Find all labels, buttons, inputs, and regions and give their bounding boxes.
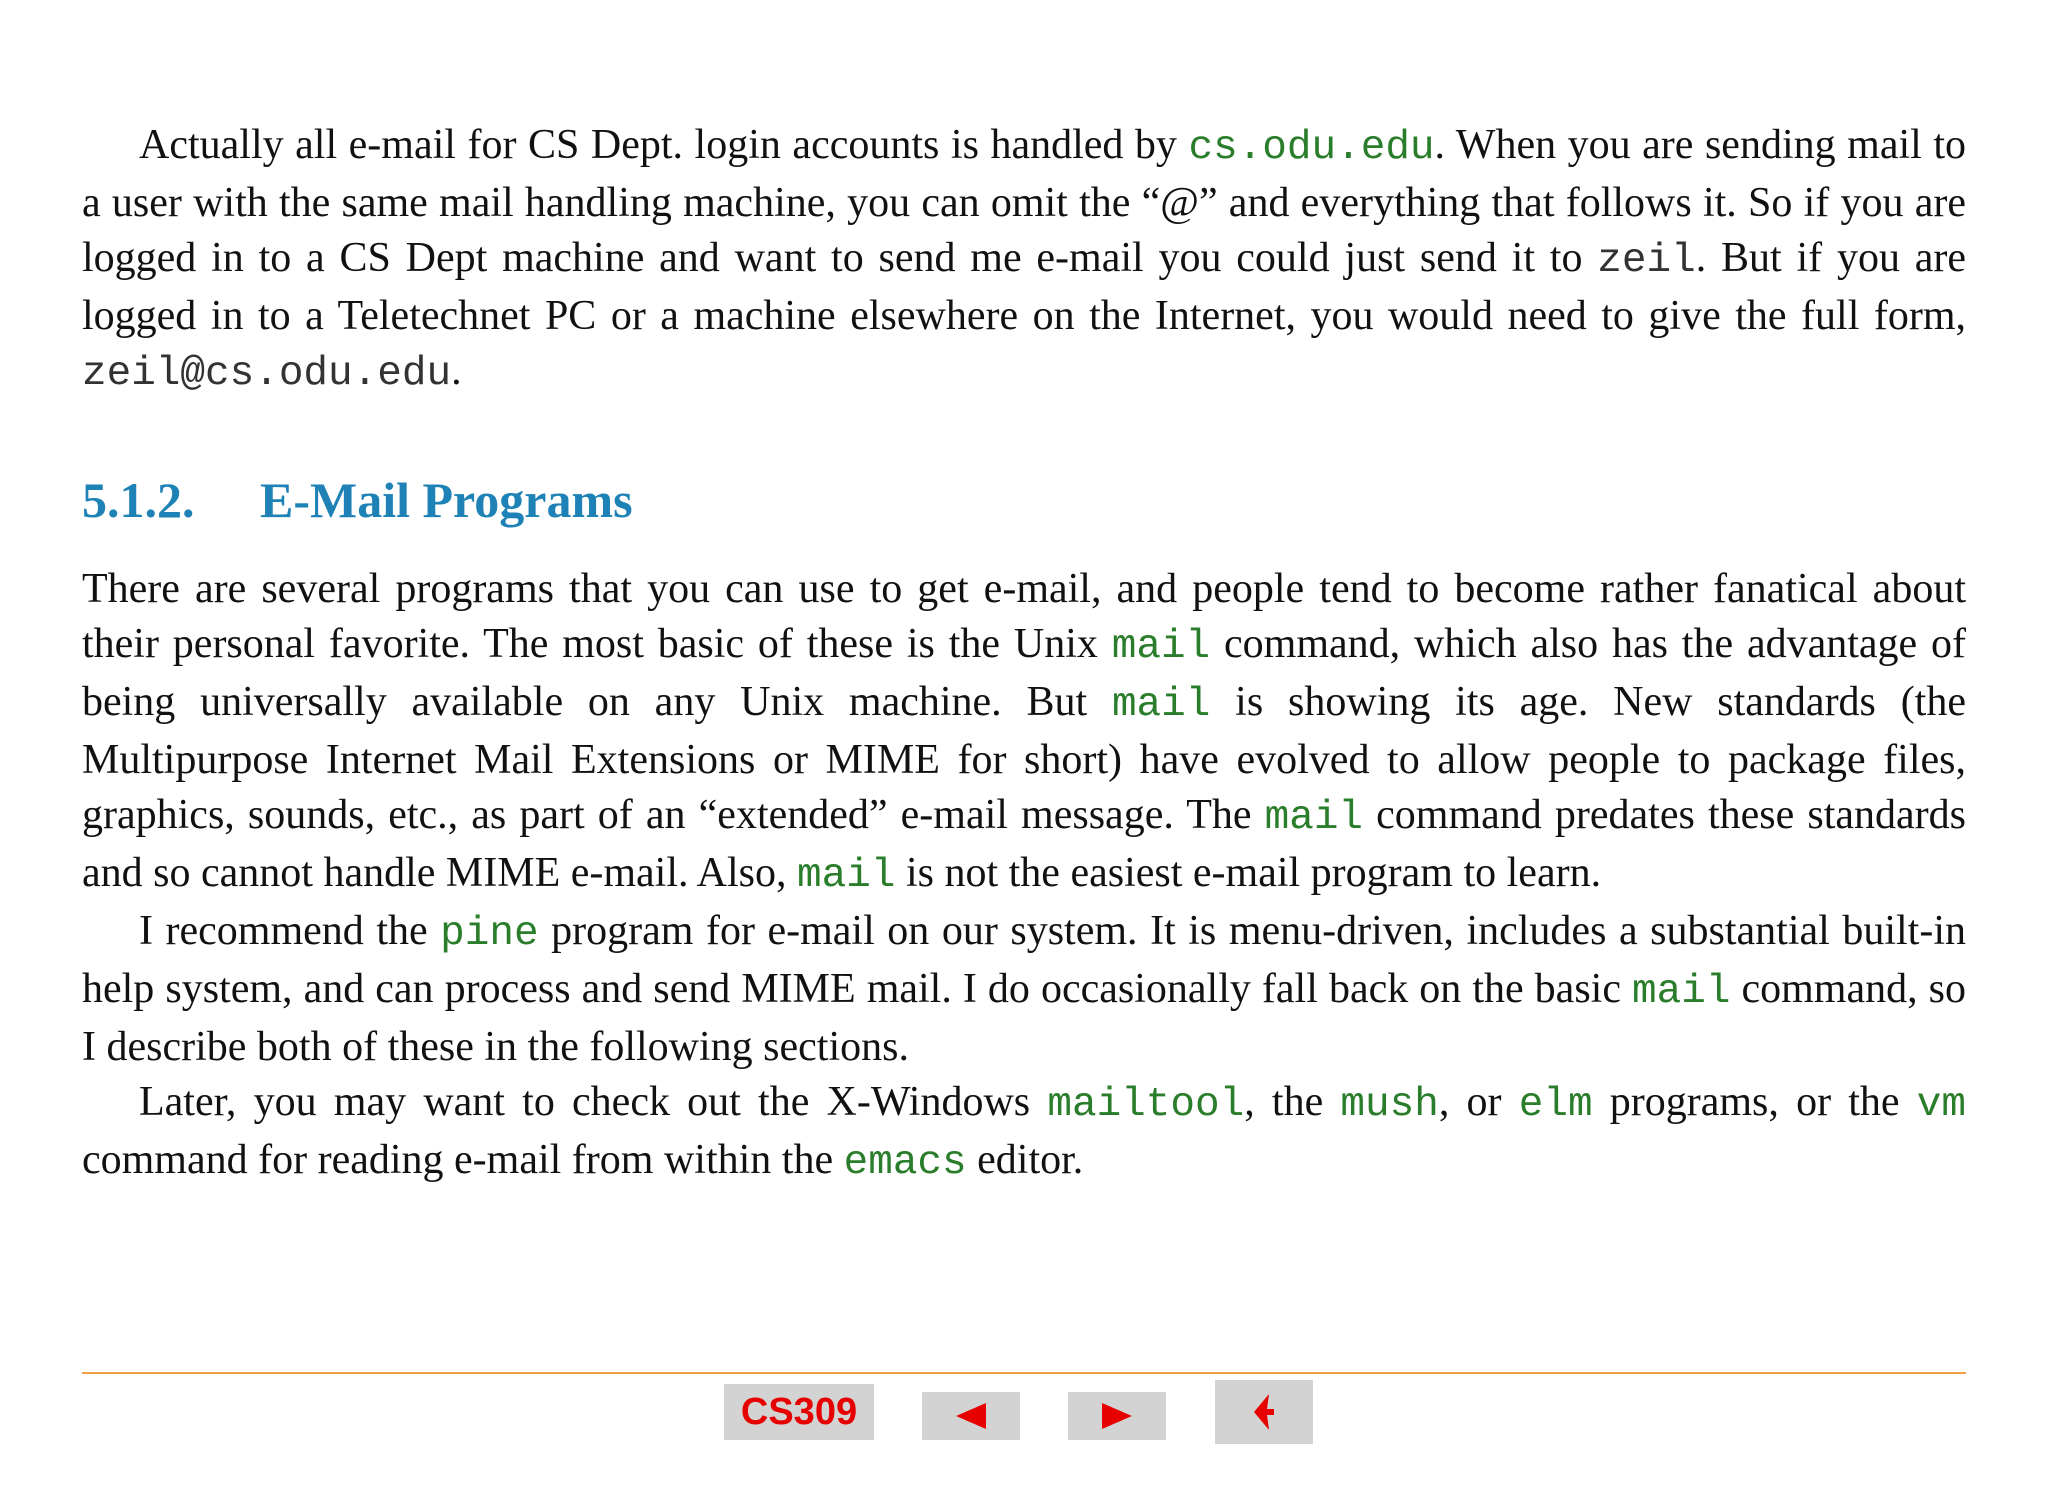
text-run: command predates these standards and so cannot handle MIME e-mail. Also, [82, 792, 1966, 896]
text-run: . But if you are logged in to a Teletechnet PC or a machine elsewhere on the Internet, you would need to give the full form, [82, 235, 1967, 339]
code-mail: mail [797, 853, 896, 899]
footer-divider [82, 1372, 1966, 1374]
text-run: is showing its age. New standards (the Multipurpose Internet Mail Extensions or MIME for short) have evolved to allow people to package files, graphics, sounds, etc., as part of an “extended” e-mail message. The [82, 679, 1966, 838]
text-run: editor. [966, 1137, 1084, 1183]
code-hostname: cs.odu.edu [1188, 125, 1435, 171]
text-run: Actually all e-mail for CS Dept. login accounts is handled by [139, 122, 1189, 168]
code-mail: mail [1111, 624, 1211, 670]
code-username: zeil [1597, 238, 1696, 284]
paragraph-programs-intro [82, 562, 1966, 904]
code-mail: mail [1264, 795, 1364, 841]
text-run: is not the easiest e-mail program to learn. [895, 850, 1602, 896]
next-page-button[interactable] [1068, 1392, 1166, 1440]
text-run: , or [1438, 1079, 1519, 1125]
return-button[interactable] [1215, 1380, 1313, 1444]
section-heading [82, 470, 633, 530]
text-run: command, which also has the advantage of being universally available on any Unix machine. But [82, 621, 1967, 725]
text-run: . When you are sending mail to a user with the same mail handling machine, you can omit the “@” and everything that follows it. So if you are logged in to a CS Dept machine and want to send me e-mail you could just send it to [82, 122, 1966, 281]
text-run: , the [1244, 1079, 1341, 1125]
code-emacs: emacs [843, 1140, 967, 1186]
code-pine: pine [440, 911, 539, 957]
course-home-button[interactable]: CS309 [724, 1384, 874, 1440]
code-full-address: zeil@cs.odu.edu [82, 351, 452, 397]
text-run: Later, you may want to check out the X-Windows [139, 1079, 1048, 1125]
text-run: program for e-mail on our system. It is menu-driven, includes a substantial built-in help system, and can process and send MIME mail. I do occasionally fall back on the basic [82, 908, 1966, 1012]
text-run: I recommend the [139, 908, 441, 954]
text-run: programs, or the [1592, 1079, 1917, 1125]
paragraph-email-addresses [82, 118, 1966, 402]
triangle-right-icon [1100, 1401, 1134, 1431]
text-run: There are several programs that you can use to get e-mail, and people tend to become rather fanatical about their personal favorite. The most basic of these is the Unix [82, 566, 1966, 667]
code-vm: vm [1916, 1082, 1966, 1128]
page-content [82, 118, 1967, 1186]
section-body [82, 562, 1966, 1191]
return-arrow-icon [1251, 1392, 1277, 1432]
section-number: 5.1.2. [82, 472, 195, 528]
code-mush: mush [1340, 1082, 1439, 1128]
text-run: . [451, 348, 462, 394]
code-mailtool: mailtool [1047, 1082, 1245, 1128]
code-elm: elm [1518, 1082, 1593, 1128]
previous-page-button[interactable] [922, 1392, 1020, 1440]
code-mail: mail [1111, 682, 1211, 728]
triangle-left-icon [954, 1401, 988, 1431]
text-run: command, so I describe both of these in the following sections. [82, 966, 1966, 1070]
code-mail: mail [1632, 969, 1731, 1015]
text-run: command for reading e-mail from within the [82, 1137, 844, 1183]
paragraph-pine-recommendation [82, 904, 1966, 1075]
section-title: E-Mail Programs [260, 472, 633, 528]
paragraph-other-programs [82, 1075, 1966, 1191]
